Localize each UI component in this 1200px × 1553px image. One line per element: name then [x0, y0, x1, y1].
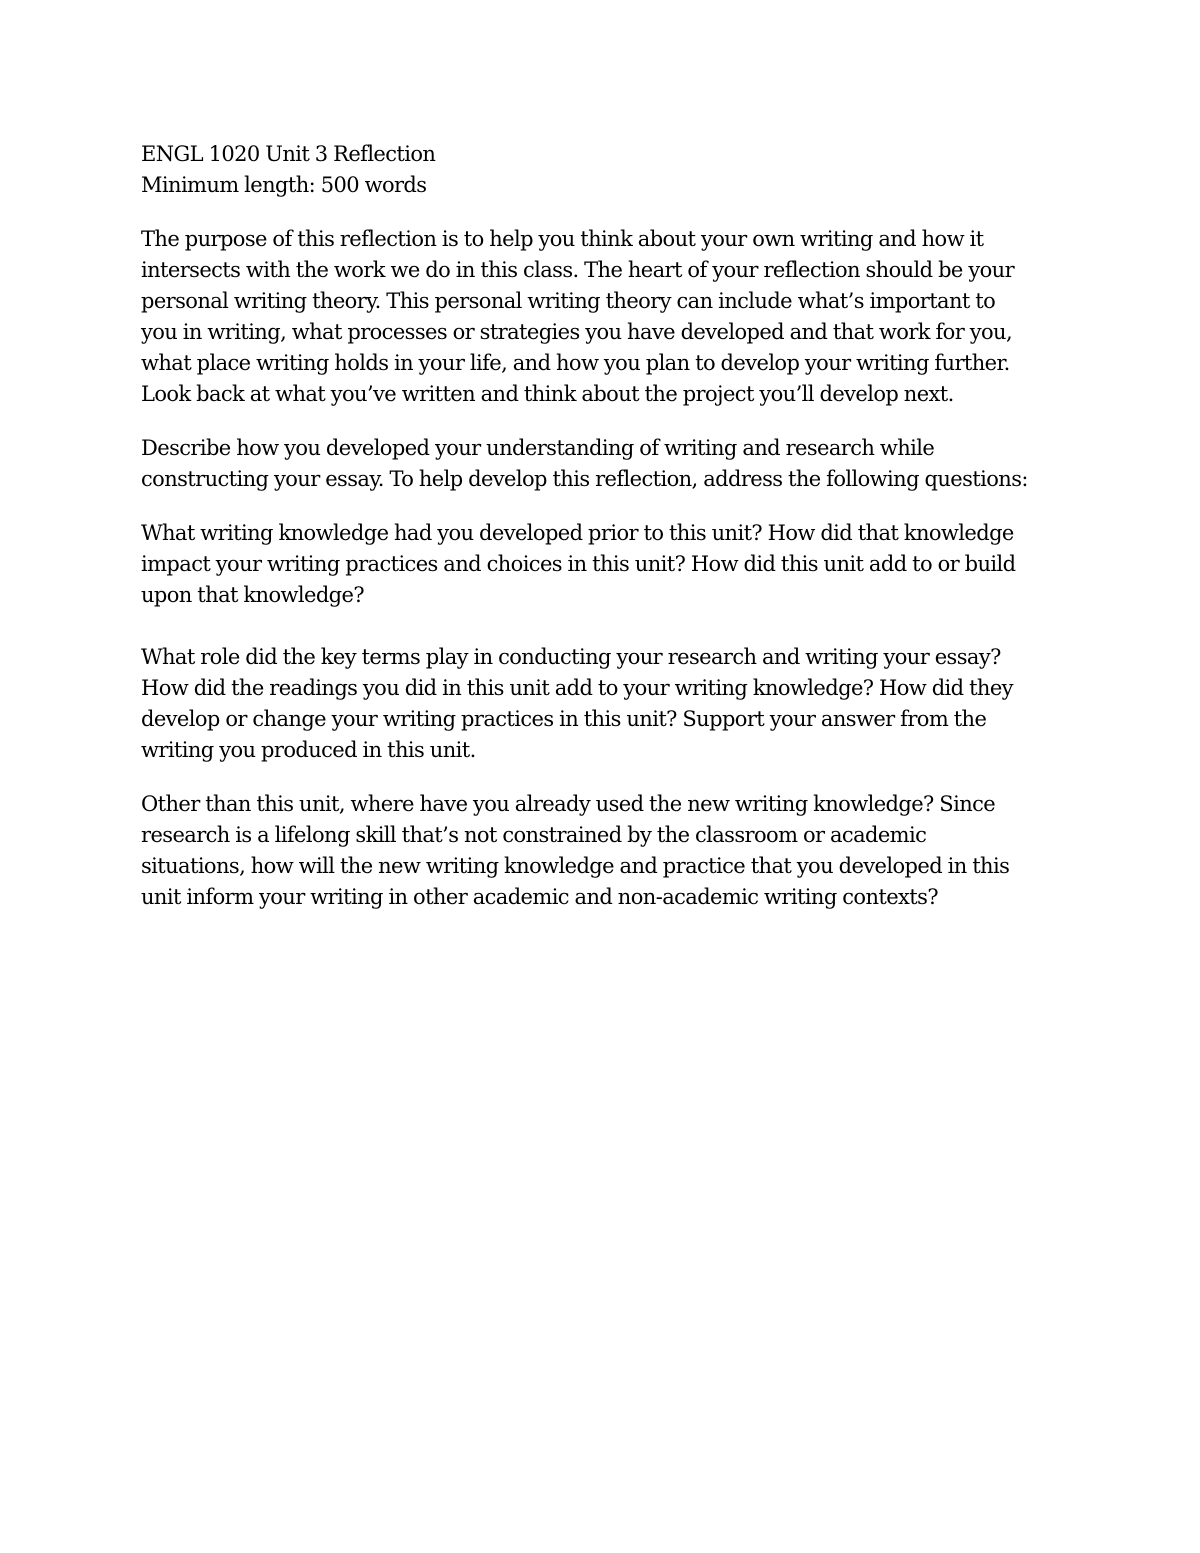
paragraph-line: what place writing holds in your life, and how you plan to develop your writing further. [141, 351, 1010, 375]
paragraph-line: What role did the key terms play in conducting your research and writing your essay? [141, 645, 1001, 669]
paragraph-line: The purpose of this reflection is to help you think about your own writing and how it [141, 227, 984, 251]
spacer [141, 611, 1081, 642]
document-page [141, 139, 1081, 913]
paragraph-line: research is a lifelong skill that’s not constrained by the classroom or academic [141, 823, 927, 847]
paragraph-line: Other than this unit, where have you already used the new writing knowledge? Since [141, 792, 996, 816]
paragraph-question-transfer [141, 789, 1081, 913]
paragraph-line: Look back at what you’ve written and think about the project you’ll develop next. [141, 382, 954, 406]
paragraph-line: How did the readings you did in this unit add to your writing knowledge? How did they [141, 676, 1013, 700]
paragraph-line: unit inform your writing in other academic and non-academic writing contexts? [141, 885, 938, 909]
paragraph-line: situations, how will the new writing knowledge and practice that you developed in this [141, 854, 1010, 878]
spacer [141, 766, 1081, 789]
spacer [141, 495, 1081, 518]
paragraph-line: you in writing, what processes or strategies you have developed and that work for you, [141, 320, 1013, 344]
paragraph-line: intersects with the work we do in this class. The heart of your reflection should be your [141, 258, 1015, 282]
spacer [141, 201, 1081, 224]
paragraph-describe [141, 433, 1081, 495]
paragraph-line: What writing knowledge had you developed prior to this unit? How did that knowledge [141, 521, 1014, 545]
paragraph-line: writing you produced in this unit. [141, 738, 476, 762]
paragraph-line: Describe how you developed your understanding of writing and research while [141, 436, 935, 460]
paragraph-question-prior-knowledge [141, 518, 1081, 611]
spacer [141, 410, 1081, 433]
paragraph-line: personal writing theory. This personal writing theory can include what’s important to [141, 289, 996, 313]
paragraph-question-key-terms [141, 642, 1081, 766]
minimum-length: Minimum length: 500 words [141, 173, 427, 197]
document-header [141, 139, 1081, 201]
paragraph-purpose [141, 224, 1081, 410]
paragraph-line: develop or change your writing practices in this unit? Support your answer from the [141, 707, 987, 731]
document-title: ENGL 1020 Unit 3 Reflection [141, 142, 436, 166]
paragraph-line: constructing your essay. To help develop this reflection, address the following questions: [141, 467, 1028, 491]
paragraph-line: upon that knowledge? [141, 583, 364, 607]
paragraph-line: impact your writing practices and choices in this unit? How did this unit add to or build [141, 552, 1016, 576]
